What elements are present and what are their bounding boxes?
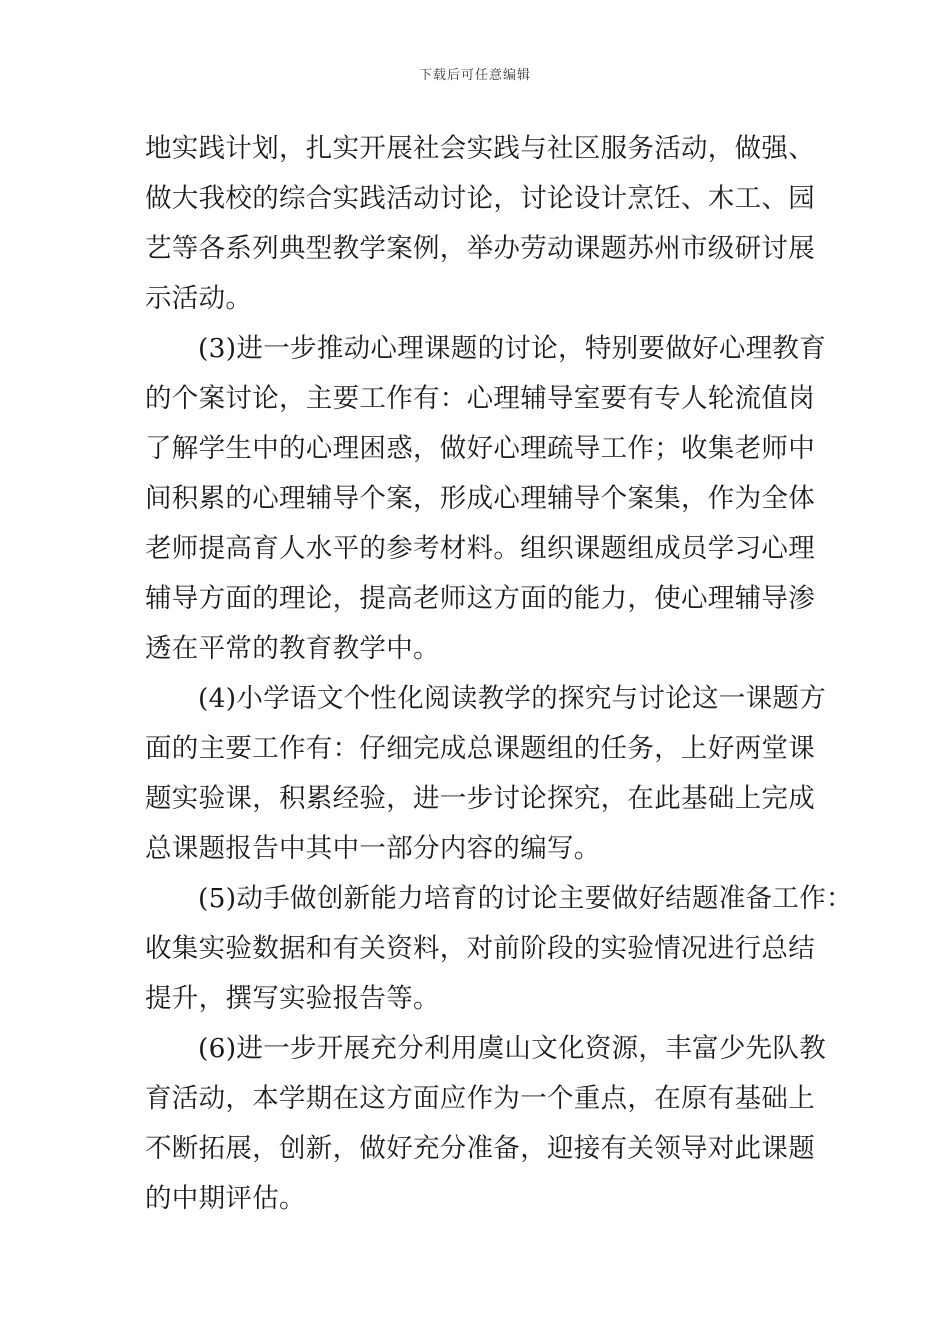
text-line: 的个案讨论，主要工作有：心理辅导室要有专人轮流值岗: [145, 383, 815, 414]
text-line: 总课题报告中其中一部分内容的编写。: [145, 833, 601, 864]
text-line: 艺等各系列典型教学案例，举办劳动课题苏州市级研讨展: [145, 233, 815, 264]
text-line: 不断拓展，创新，做好充分准备，迎接有关领导对此课题: [145, 1133, 815, 1164]
text-line: 做大我校的综合实践活动讨论，讨论设计烹饪、木工、园: [145, 183, 815, 214]
paragraph-start-3: (3)进一步推动心理课题的讨论，特别要做好心理教育: [198, 333, 827, 364]
body-text: [145, 124, 853, 1224]
text-line: 提升，撰写实验报告等。: [145, 983, 440, 1014]
text-line: 收集实验数据和有关资料，对前阶段的实验情况进行总结: [145, 933, 815, 964]
text-line: 辅导方面的理论，提高老师这方面的能力，使心理辅导渗: [145, 583, 815, 614]
text-line: 老师提高育人水平的参考材料。组织课题组成员学习心理: [145, 533, 815, 564]
page-header: 下载后可任意编辑: [418, 68, 531, 83]
paragraph-start-4: (4)小学语文个性化阅读教学的探究与讨论这一课题方: [198, 683, 827, 714]
text-line: 地实践计划，扎实开展社会实践与社区服务活动，做强、: [145, 133, 815, 164]
text-line: 面的主要工作有：仔细完成总课题组的任务，上好两堂课: [145, 733, 815, 764]
text-line: 间积累的心理辅导个案，形成心理辅导个案集，作为全体: [145, 483, 815, 514]
paragraph-start-5: (5)动手做创新能力培育的讨论主要做好结题准备工作：: [198, 883, 853, 914]
text-line: 透在平常的教育教学中。: [145, 633, 440, 664]
text-line: 的中期评估。: [145, 1183, 306, 1214]
text-line: 育活动，本学期在这方面应作为一个重点，在原有基础上: [145, 1083, 815, 1114]
text-line: 题实验课，积累经验，进一步讨论探究，在此基础上完成: [145, 783, 815, 814]
text-line: 了解学生中的心理困惑，做好心理疏导工作；收集老师中: [145, 433, 815, 464]
paragraph-start-6: (6)进一步开展充分利用虞山文化资源，丰富少先队教: [198, 1033, 827, 1064]
text-line: 示活动。: [145, 283, 253, 314]
